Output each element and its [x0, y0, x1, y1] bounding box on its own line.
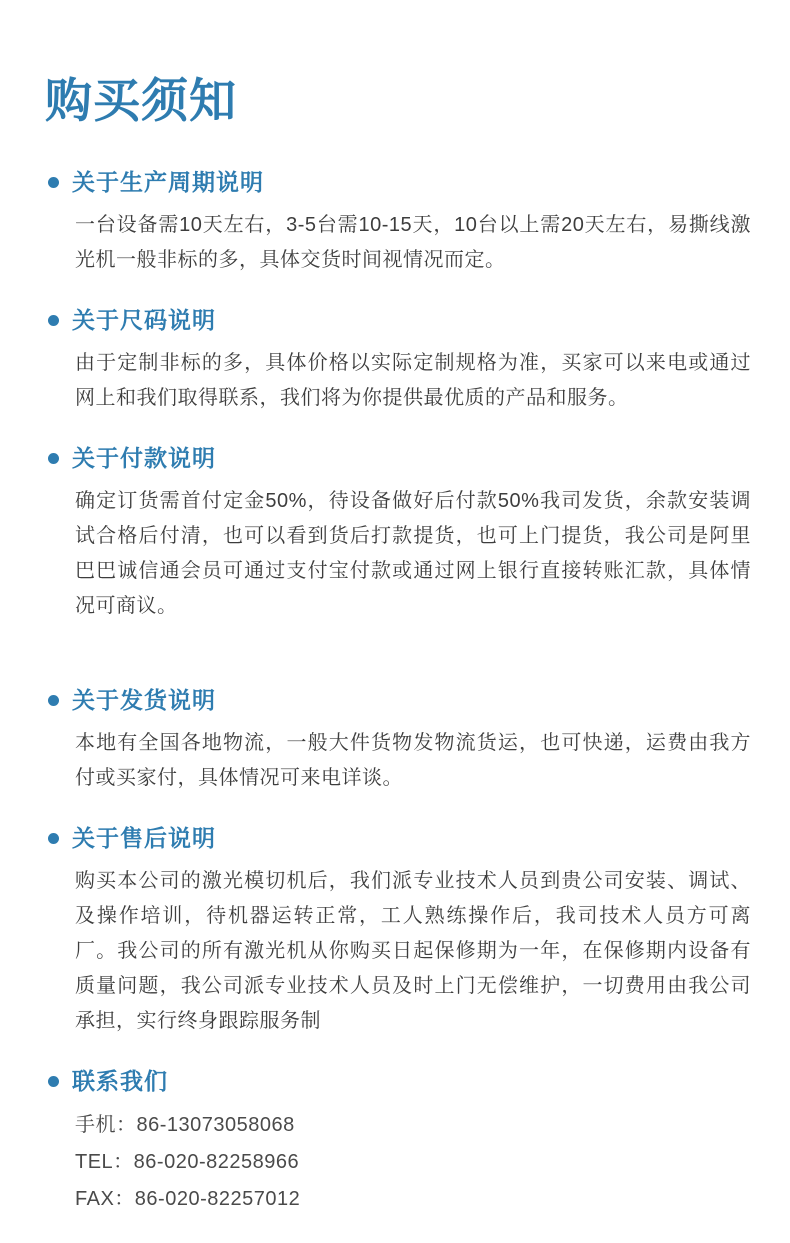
- section-heading: 关于生产周期说明: [72, 169, 264, 195]
- section-heading-row: [48, 168, 750, 196]
- section-shipping: [45, 686, 750, 796]
- contact-lines: [75, 1107, 750, 1218]
- section-contact: [45, 1067, 750, 1218]
- bullet-icon: [48, 453, 59, 464]
- section-body: 由于定制非标的多，具体价格以实际定制规格为准，买家可以来电或通过网上和我们取得联系，我们将为你提供最优质的产品和服务。: [75, 352, 751, 409]
- section-heading: 关于尺码说明: [72, 307, 216, 333]
- section-payment: [45, 444, 750, 624]
- bullet-icon: [48, 1076, 59, 1087]
- section-heading-row: [48, 824, 750, 852]
- section-heading: 关于售后说明: [72, 825, 216, 851]
- contact-tel: TEL：86-020-82258966: [75, 1151, 300, 1173]
- section-after-sales: [45, 824, 750, 1039]
- bullet-icon: [48, 315, 59, 326]
- section-heading-row: [48, 686, 750, 714]
- section-sizing: [45, 306, 750, 416]
- section-heading: 关于付款说明: [72, 445, 216, 471]
- section-heading-row: [48, 1067, 750, 1095]
- bullet-icon: [48, 177, 59, 188]
- section-body: 一台设备需10天左右，3-5台需10-15天，10台以上需20天左右，易撕线激光机一般非标的多，具体交货时间视情况而定。: [75, 214, 751, 271]
- page-title: 购买须知: [45, 74, 237, 127]
- section-heading-row: [48, 444, 750, 472]
- bullet-icon: [48, 833, 59, 844]
- bullet-icon: [48, 695, 59, 706]
- section-heading-row: [48, 306, 750, 334]
- section-production-cycle: [45, 168, 750, 278]
- contact-mobile: 手机：86-13073058068: [75, 1114, 295, 1136]
- section-heading: 联系我们: [72, 1068, 168, 1094]
- section-body: 本地有全国各地物流，一般大件货物发物流货运，也可快递，运费由我方付或买家付，具体情况可来电详谈。: [75, 732, 751, 789]
- contact-fax: FAX：86-020-82257012: [75, 1188, 301, 1210]
- section-body: 确定订货需首付定金50%，待设备做好后付款50%我司发货，余款安装调试合格后付清，也可以看到货后打款提货，也可上门提货，我公司是阿里巴巴诚信通会员可通过支付宝付款或通过网上银行直接转账汇款，具体情况可商议。: [75, 490, 751, 617]
- section-heading: 关于发货说明: [72, 687, 216, 713]
- section-body: 购买本公司的激光模切机后，我们派专业技术人员到贵公司安装、调试、及操作培训，待机器运转正常，工人熟练操作后，我司技术人员方可离厂。我公司的所有激光机从你购买日起保修期为一年，在保修期内设备有质量问题，我公司派专业技术人员及时上门无偿维护，一切费用由我公司承担，实行终身跟踪服务制: [75, 870, 751, 1032]
